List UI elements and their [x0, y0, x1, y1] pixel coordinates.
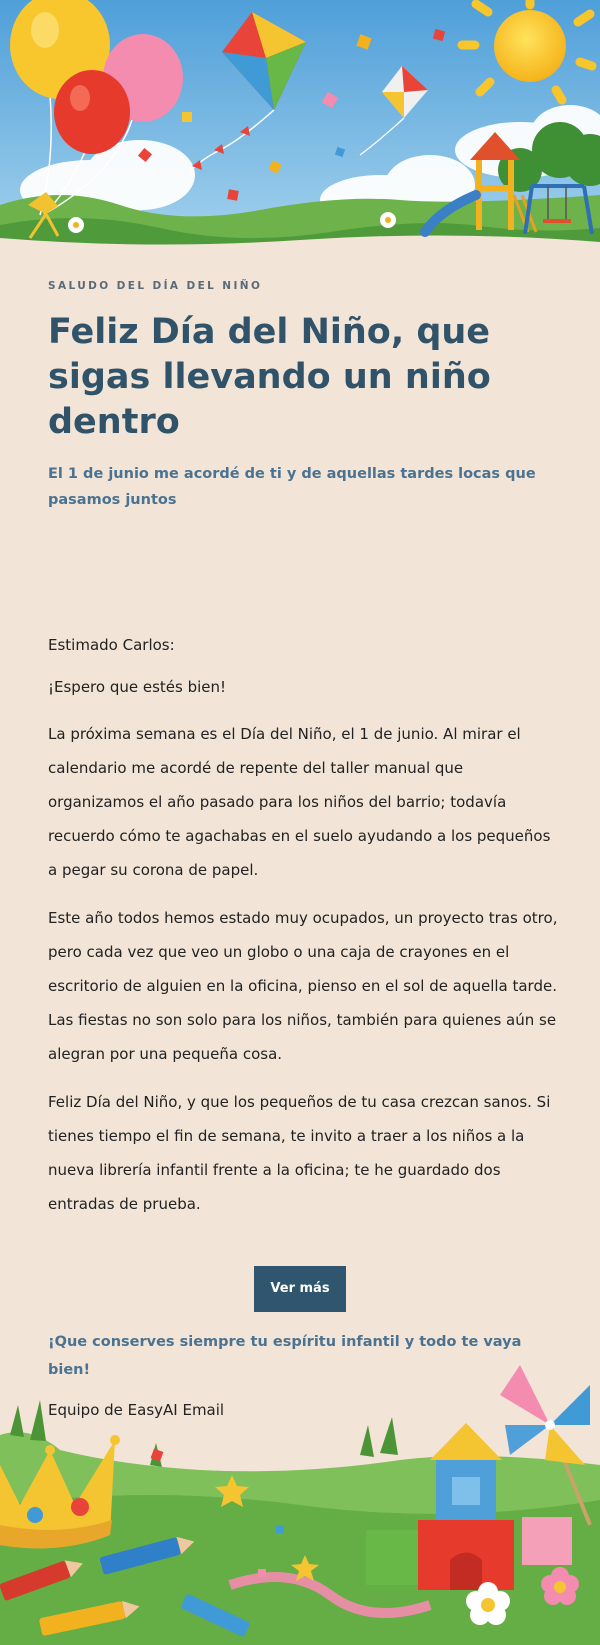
paragraph-invitation: Feliz Día del Niño, y que los pequeños de tu casa crezcan sanos. Si tienes tiempo el fin de semana, te invito a traer a los niños a la nueva librería infantil frente a la oficina; te he guardado dos entradas de prueba.: [48, 1093, 551, 1213]
signature-text: Equipo de EasyAI Email: [48, 1401, 225, 1419]
email-title: Feliz Día del Niño, que sigas llevando un niño dentro: [48, 312, 491, 442]
header-illustration: [0, 0, 600, 262]
email-subtitle: El 1 de junio me acordé de ti y de aquellas tardes locas que pasamos juntos: [48, 466, 536, 508]
paragraph-wellwish: ¡Espero que estés bien!: [48, 678, 227, 696]
footer-illustration: [0, 1355, 600, 1645]
button-container: [48, 1266, 552, 1312]
paragraph-memory: La próxima semana es el Día del Niño, el 1 de junio. Al mirar el calendario me acordé de repente del taller manual que organizamos el año pasado para los niños del barrio; todavía recuerdo cómo te agachabas en el suelo ayudando a los pequeños a pegar su corona de papel.: [48, 725, 551, 879]
paragraph-reflection: Este año todos hemos estado muy ocupados, un proyecto tras otro, pero cada vez que veo un globo o una caja de crayones en el escritorio de alguien en la oficina, pienso en el sol de aquella tarde. Las fiestas no son solo para los niños, también para quienes aún se alegran por una pequeña cosa.: [48, 909, 558, 1063]
see-more-button[interactable]: Ver más: [254, 1266, 346, 1312]
greeting-text: Estimado Carlos:: [48, 636, 175, 654]
eyebrow-label: SALUDO DEL DÍA DEL NIÑO: [48, 280, 263, 292]
closing-text: ¡Que conserves siempre tu espíritu infantil y todo te vaya bien!: [48, 1334, 522, 1378]
email-content: [48, 262, 558, 1422]
